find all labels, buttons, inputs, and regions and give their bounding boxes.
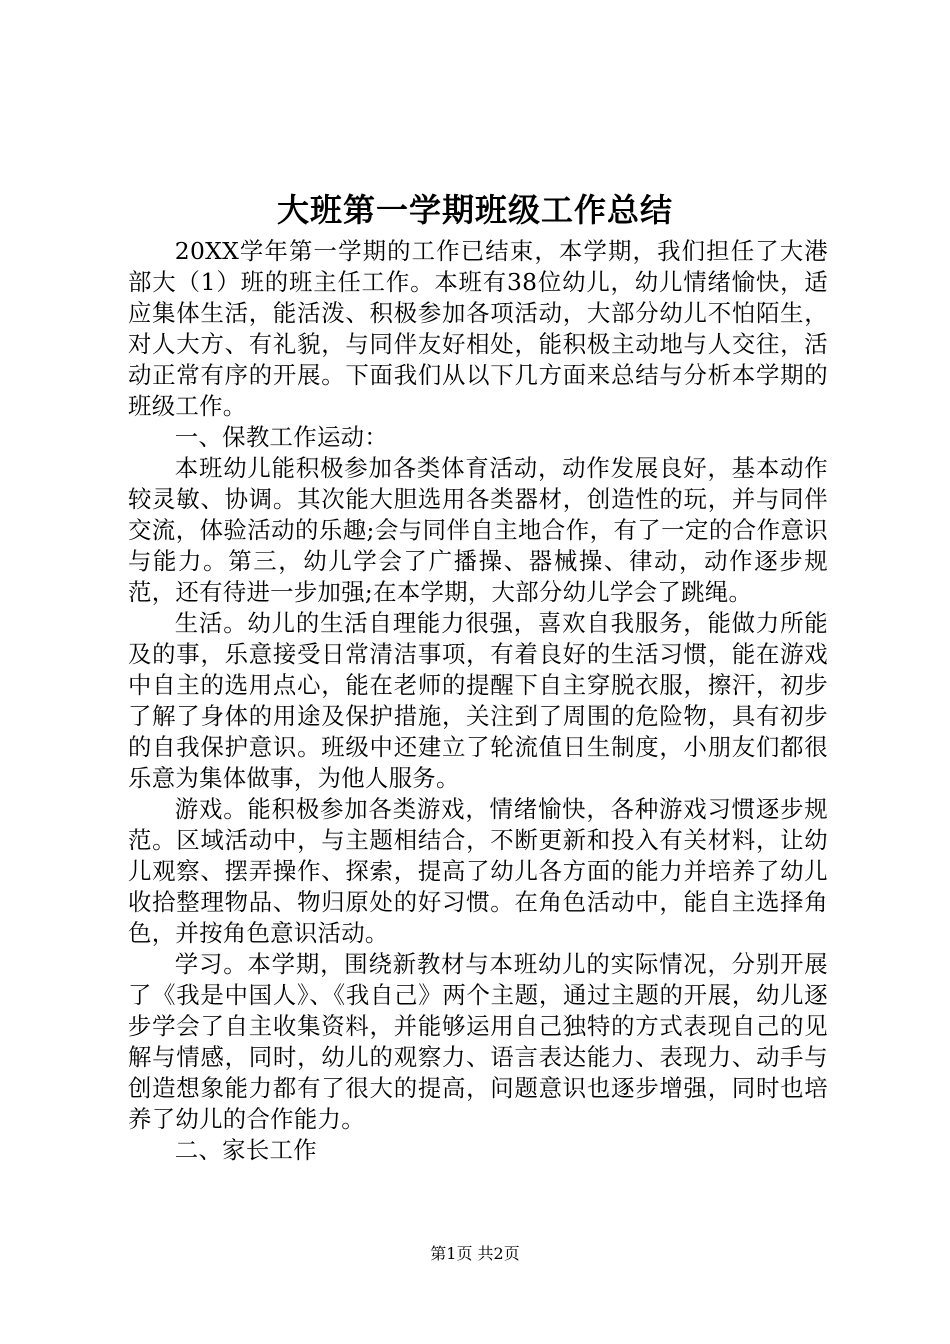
paragraph-intro: 20XX学年第一学期的工作已结束，本学期，我们担任了大港部大（1）班的班主任工作。本班有38位幼儿，幼儿情绪愉快，适应集体生活，能活泼、积极参加各项活动，大部分幼儿不怕陌生，对人大方、有礼貌，与同伴友好相处，能积极主动地与人交往，活动正常有序的开展。下面我们从以下几方面来总结与分析本学期的班级工作。 — [128, 237, 828, 420]
paragraph-games: 游戏。能积极参加各类游戏，情绪愉快，各种游戏习惯逐步规范。区域活动中，与主题相结合，不断更新和投入有关材料，让幼儿观察、摆弄操作、探索，提高了幼儿各方面的能力并培养了幼儿收拾整理物品、物归原处的好习惯。在角色活动中，能自主选择角色，并按角色意识活动。 — [128, 795, 828, 947]
document-title: 大班第一学期班级工作总结 — [276, 191, 673, 229]
document-body — [128, 236, 828, 1166]
page-footer: 第1页 共2页 — [430, 1244, 520, 1263]
paragraph-life: 生活。幼儿的生活自理能力很强，喜欢自我服务，能做力所能及的事，乐意接受日常清洁事项，有着良好的生活习惯，能在游戏中自主的选用点心，能在老师的提醒下自主穿脱衣服，擦汗，初步了解了身体的用途及保护措施，关注到了周围的危险物，具有初步的自我保护意识。班级中还建立了轮流值日生制度，小朋友们都很乐意为集体做事，为他人服务。 — [128, 609, 828, 792]
paragraph-study: 学习。本学期，围绕新教材与本班幼儿的实际情况，分别开展了《我是中国人》、《我自己》两个主题，通过主题的开展，幼儿逐步学会了自主收集资料，并能够运用自己独特的方式表现自己的见解与情感，同时，幼儿的观察力、语言表达能力、表现力、动手与创造想象能力都有了很大的提高，问题意识也逐步增强，同时也培养了幼儿的合作能力。 — [128, 950, 828, 1133]
section-heading-parents: 二、家长工作 — [174, 1136, 317, 1164]
paragraph-sports: 本班幼儿能积极参加各类体育活动，动作发展良好，基本动作较灵敏、协调。其次能大胆选用各类器材，创造性的玩，并与同伴交流，体验活动的乐趣;会与同伴自主地合作，有了一定的合作意识与能力。第三，幼儿学会了广播操、器械操、律动，动作逐步规范，还有待进一步加强;在本学期，大部分幼儿学会了跳绳。 — [128, 454, 828, 606]
section-heading-care-education: 一、保教工作运动： — [174, 423, 389, 451]
